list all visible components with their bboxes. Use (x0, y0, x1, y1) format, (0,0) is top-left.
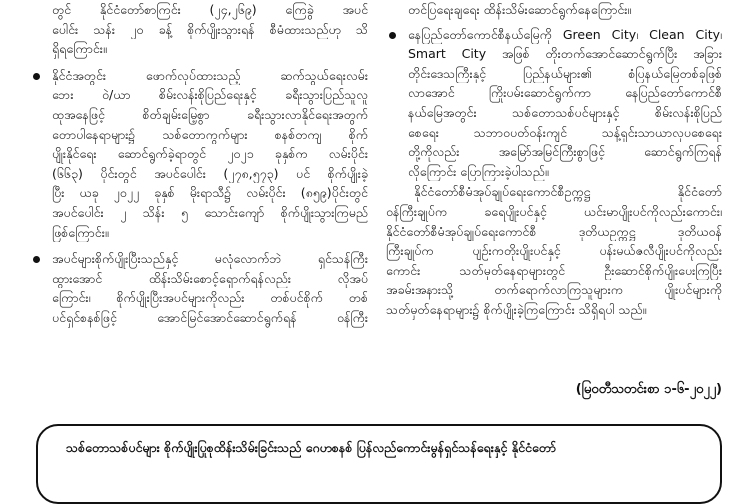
text-line: ကောင်း သတ်မှတ်နေရာများတွင် ဦးဆောင်စိုက်ပျိုးပေးကြပြီး (386, 262, 722, 278)
bullet-item (386, 25, 722, 182)
text-line: အပင်များစိုက်ပျိုးပြီးသည်နှင့် မလုံလောက်ဘဲ ရှင်သန်ကြီး (52, 251, 368, 267)
text-line: လိုကြောင်း ပြောကြားခဲ့ပါသည်။ (408, 163, 549, 179)
bullet-text (52, 249, 368, 327)
text-line: ရှိရကြောင်း။ (52, 41, 107, 57)
bullet-dot (33, 256, 40, 263)
highlight-box-text (66, 440, 700, 459)
text-line: ပြီး ယခု ၂၀၂၂ ခုနှစ် မိုးရာသီ၌ လမ်းပိုင်း (၈၅၉)ပိုင်းတွင် (52, 185, 368, 201)
text-line: ပင်ရှင်စနစ်ဖြင့် အောင်မြင်အောင်ဆောင်ရွက်ရန် ဝန်ကြီး (52, 309, 368, 325)
text-line: စေရေး သဘာဝပတ်ဝန်းကျင် သန့်ရှင်းသာယာလှပစေရေး (408, 124, 722, 140)
text-line: ပေါင်း သန်း ၂၀ ခန့် စိုက်ပျိုးသွားရန် စီမံထားသည်ဟု သိ (52, 21, 368, 37)
text-line: တင်ပြရေးချရေး ထိန်းသိမ်းဆောင်ရွက်နေကြောင်း။ (408, 2, 632, 17)
text-line: နိုင်ငံတော်စီမံအုပ်ချုပ်ရေးကောင်စီ ဒုတိယဥက္ကဋ္ဌ ဒုတိယဝန် (386, 223, 722, 239)
text-line: Smart City အဖြစ် တိုးတက်အောင်ဆောင်ရွက်ပြီး အခြား (408, 46, 722, 62)
bullet-text (408, 25, 722, 182)
text-line: ဝန်ကြီးချုပ်က ခရေပျိုးပင်နှင့် ယင်းမာပျိုးပင်ကိုလည်းကောင်း၊ (386, 203, 722, 219)
text-line: တွင် နိုင်ငံတော်စာကြင်း (၂၄,၂၆၉) ကြေခွဲ အပင် (52, 2, 368, 17)
text-line: နေပြည်တော်ကောင်စီနယ်မြေကို Green City၊ Clean City၊ (408, 26, 722, 42)
text-line: ထွားအောင် ထိန်းသိမ်းစောင့်ရှောက်ရန်လည်း လိုအပ် (52, 270, 368, 286)
highlight-box (36, 424, 722, 504)
text-line: တို့ကိုလည်း အမြော်အမြင်ကြီးစွာဖြင့် ဆောင်ရွက်ကြရန် (408, 144, 722, 160)
text-line: (၆၆၃) ပိုင်းတွင် အပင်ပေါင်း (၂၇၈,၅၇၃) ပင် စိုက်ပျိုးခဲ့ (52, 165, 368, 181)
text-line: နိုင်ငံအတွင်း ဖောက်လုပ်ထားသည့် ဆက်သွယ်ရေးလမ်း (52, 67, 368, 83)
text-line: ထုအနေဖြင့် စိတ်ချမ်းမြေ့စွာ ခရီးသွားလာနိုင်ရေးအတွက် (52, 106, 368, 122)
text-line: ပျိုးနိုင်ရေး ဆောင်ရွက်ခဲ့ရာတွင် ၂၀၂၁ ခုနှစ်က လမ်းပိုင်း (52, 146, 368, 162)
text-line: ကြောင်း၊ စိုက်ပျိုးပြီးအပင်များကိုလည်း တစ်ပင်စိုက် တစ် (52, 290, 368, 306)
text-line: ဘေး ဝဲ/ယာ စိမ်းလန်းစိုပြည်ရေးနှင့် ခရီးသွားပြည်သူလူ (52, 87, 368, 103)
text-line: သတ်မှတ်နေရာများ၌ စိုက်ပျိုးခဲ့ကြကြောင်း သိရှိရပါ သည်။ (386, 301, 647, 317)
text-line: နိုင်ငံတော်စီမံအုပ်ချုပ်ရေးကောင်စီဥက္ကဋ္ဌ နိုင်ငံတော် (414, 184, 722, 200)
bullet-text (52, 66, 368, 242)
text-line: လာအောင် ကြိုးပမ်းဆောင်ရွက်ကာ နေပြည်တော်ကောင်စီ (408, 85, 722, 101)
text-line: တောပါနေရာများ၌ သစ်တောကွက်များ စနစ်တကျ စိုက် (52, 126, 368, 142)
text-line: အခမ်းအနားသို့ တက်ရောက်လာကြသူများက ပျိုးပင်များကို (386, 282, 722, 298)
text-line: ကြီးချုပ်က ပျဉ်းကတိုးပျိုးပင်နှင့် ပန်းမယ်ဇလီပျိုးပင်ကိုလည်း (386, 243, 722, 259)
bullet-item (30, 66, 368, 242)
left-column (30, 0, 368, 328)
right-column (386, 0, 722, 320)
highlight-line: သစ်တောသစ်ပင်များ စိုက်ပျိုးပြုစုထိန်းသိမ်းခြင်းသည် ဂေဟစနစ် ပြန်လည်ကောင်းမွန်ရှင်သန်ရေးနှင့် နိုင်ငံတော် (66, 440, 557, 455)
bullet-dot (389, 32, 396, 39)
bullet-dot (33, 73, 40, 80)
text-line: နယ်မြေအတွင်း သစ်တောသစ်ပင်များနှင့် စိမ်းလန်းစိုပြည် (408, 104, 722, 120)
text-line: ဖြစ်ကြောင်း။ (52, 224, 109, 240)
left-continuation (52, 0, 368, 59)
text-line: အပင်ပေါင်း ၂ သိန်း ၅ သောင်းကျော် စိုက်ပျိုးသွားကြမည် (52, 204, 368, 220)
right-paragraph (386, 182, 722, 319)
source-citation: (မြဝတီသတင်းစာ ၁-၆-၂၀၂၂) (575, 382, 722, 397)
right-continuation (408, 0, 722, 20)
text-line: တိုင်းဒေသကြီးနှင့် ပြည်နယ်များ၏ စံပြနယ်မြေတစ်ခုဖြစ် (408, 65, 722, 81)
bullet-item (30, 249, 368, 327)
